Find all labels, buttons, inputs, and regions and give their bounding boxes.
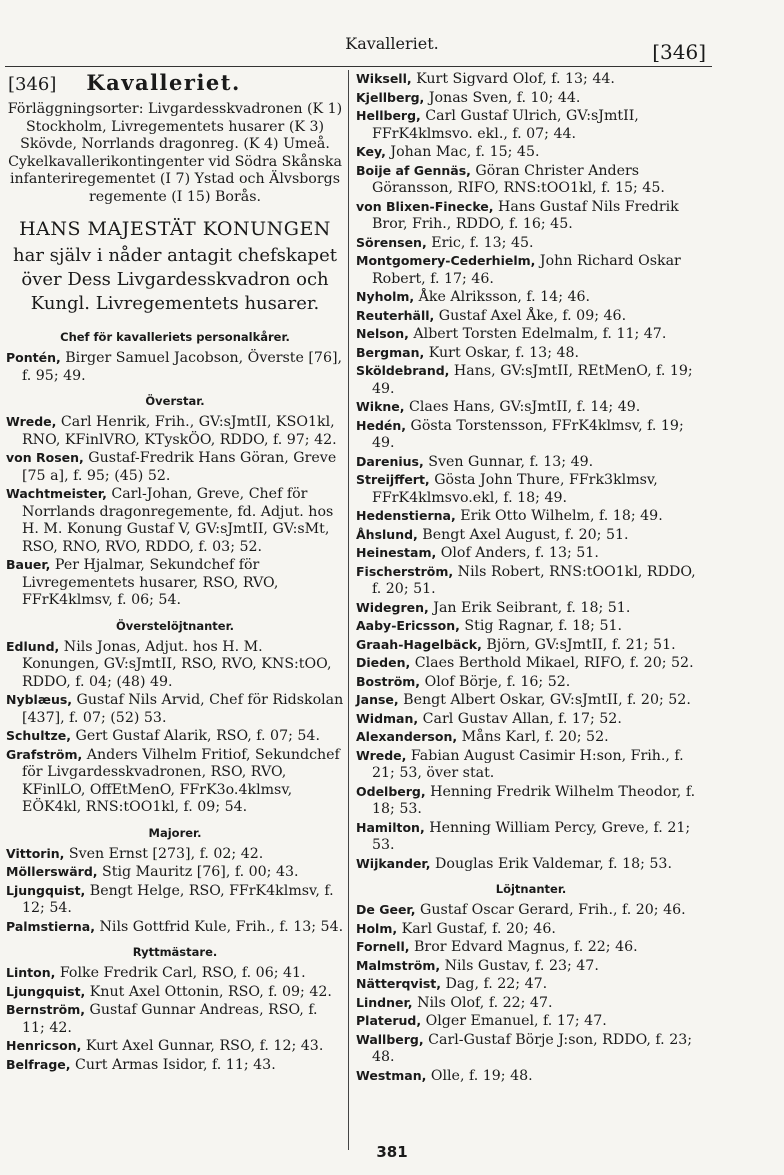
entry-surname: Aaby-Ericsson,	[356, 618, 460, 633]
roster-entry	[6, 413, 344, 449]
entry-surname: Palmstierna,	[6, 918, 95, 934]
roster-entry	[356, 544, 706, 563]
left-column	[6, 70, 344, 1074]
column-divider	[348, 70, 349, 1150]
roster-entry	[6, 449, 344, 485]
rank-heading: Chef för kavalleriets personalkårer.	[60, 330, 290, 344]
entry-details: Jan Erik Seibrant, f. 18; 51.	[428, 599, 631, 616]
entry-surname: Wachtmeister,	[6, 486, 107, 501]
roster-entry	[356, 691, 706, 710]
entry-details: Olof Anders, f. 13; 51.	[436, 545, 599, 561]
entry-surname: Hellberg,	[356, 108, 421, 123]
entry-details: Stig Ragnar, f. 18; 51.	[459, 618, 623, 634]
left-sections	[6, 330, 344, 1074]
entry-details: Gösta Torstensson, FFrK4klmsv, f. 19; 49.	[372, 417, 684, 451]
entry-details: Curt Armas Isidor, f. 11; 43.	[70, 1056, 276, 1073]
entry-details: Bengt Axel August, f. 20; 51.	[417, 526, 629, 543]
roster-entry	[356, 325, 706, 344]
roster-entry	[356, 636, 706, 655]
entry-details: Claes Hans, GV:sJmtII, f. 14; 49.	[404, 399, 641, 415]
roster-entry	[6, 349, 344, 385]
entry-details: Per Hjalmar, Sekundchef för Livregementets husarer, RSO, RVO, FFrK4klmsv, f. 06; 54.	[22, 557, 279, 608]
roster-entry	[6, 882, 344, 918]
entry-surname: Wikne,	[356, 399, 405, 414]
roster-entry	[356, 747, 706, 783]
rank-heading: Överstelöjtnanter.	[116, 618, 234, 633]
entry-surname: Möllerswärd,	[6, 864, 98, 879]
roster-entry	[356, 417, 706, 453]
roster-entry	[356, 398, 706, 417]
entry-details: Gustaf Axel Åke, f. 09; 46.	[434, 307, 627, 324]
entry-surname: Holm,	[356, 920, 398, 936]
entry-details: Jonas Sven, f. 10; 44.	[424, 89, 581, 106]
roster-entry	[356, 344, 706, 363]
entry-details: Olger Emanuel, f. 17; 47.	[421, 1013, 607, 1029]
right-entry-list-lojtnanter	[356, 901, 706, 1085]
entry-details: John Richard Oskar Robert, f. 17; 46.	[372, 253, 681, 287]
entry-surname: Hedén,	[356, 417, 407, 433]
entry-details: Gustaf-Fredrik Hans Göran, Greve [75 a], f. 95; (45) 52.	[22, 450, 337, 484]
section-title	[8, 70, 344, 95]
entry-surname: von Blixen-Finecke,	[356, 198, 494, 214]
entry-details: Douglas Erik Valdemar, f. 18; 53.	[430, 855, 672, 872]
entry-surname: Wiksell,	[356, 71, 412, 86]
entry-details: Albert Torsten Edelmalm, f. 11; 47.	[408, 326, 667, 342]
roster-entry	[356, 89, 706, 108]
rank-heading: Majorer.	[148, 825, 202, 840]
entry-details: Henning William Percy, Greve, f. 21; 53.	[372, 819, 691, 853]
entry-surname: Bergman,	[356, 344, 425, 360]
roster-entry	[356, 901, 706, 920]
majesty-text: har själv i nåder antagit chefskapet över Dess Livgardesskvadron och Kungl. Livregementets husarer.	[13, 245, 337, 314]
roster-entry	[356, 362, 706, 398]
majesty-title: HANS MAJESTÄT KONUNGEN	[19, 218, 331, 240]
roster-entry	[6, 845, 344, 864]
roster-entry	[356, 783, 706, 819]
entry-surname: Hamilton,	[356, 819, 425, 835]
roster-entry	[356, 975, 706, 994]
entry-surname: Widegren,	[356, 599, 429, 615]
roster-entry	[356, 507, 706, 526]
entry-surname: Wrede,	[356, 747, 407, 763]
entry-surname: Ljungquist,	[6, 882, 86, 898]
roster-entry	[356, 994, 706, 1013]
entry-details: Kurt Axel Gunnar, RSO, f. 12; 43.	[81, 1038, 324, 1054]
entry-details: Stig Mauritz [76], f. 00; 43.	[97, 864, 299, 880]
roster-entry	[6, 918, 344, 937]
roster-entry	[356, 162, 706, 198]
entry-details: Gert Gustaf Alarik, RSO, f. 07; 54.	[70, 728, 320, 744]
entry-surname: Janse,	[356, 692, 399, 707]
roster-entry	[356, 728, 706, 747]
roster-entry	[356, 617, 706, 636]
entry-surname: Wrede,	[6, 414, 57, 429]
entry-details: Bengt Albert Oskar, GV:sJmtII, f. 20; 52.	[398, 692, 691, 708]
roster-entry	[356, 107, 706, 143]
entry-details: Johan Mac, f. 15; 45.	[385, 144, 540, 160]
head-page-number: [346]	[652, 40, 706, 64]
entry-details: Hans Gustaf Nils Fredrik Bror, Frih., RDDO, f. 16; 45.	[372, 198, 679, 232]
entry-surname: Hedenstierna,	[356, 508, 456, 523]
entry-details: Henning Fredrik Wilhelm Theodor, f. 18; 53.	[372, 783, 696, 817]
entry-surname: Montgomery-Cederhielm,	[356, 253, 536, 268]
roster-entry	[6, 983, 344, 1002]
entry-surname: Boije af Gennäs,	[356, 162, 471, 178]
entry-surname: Bernström,	[6, 1002, 86, 1017]
roster-entry	[6, 964, 344, 983]
entry-details: Carl Gustaf Ulrich, GV:sJmtII, FFrK4klmsvo. ekl., f. 07; 44.	[372, 108, 639, 142]
page-number: 381	[376, 1143, 408, 1161]
entry-details: Nils Jonas, Adjut. hos H. M. Konungen, GV:sJmtII, RSO, RVO, KNS:tOO, RDDO, f. 04; (48) 49.	[22, 638, 332, 690]
entry-surname: Nelson,	[356, 326, 409, 341]
entry-details: Björn, GV:sJmtII, f. 21; 51.	[481, 636, 676, 653]
entry-surname: Darenius,	[356, 453, 424, 469]
entry-details: Göran Christer Anders Göransson, RIFO, RNS:tOO1kl, f. 15; 45.	[372, 162, 665, 196]
roster-entry	[356, 819, 706, 855]
roster-entry	[6, 1001, 344, 1037]
running-head: Kavalleriet.	[345, 34, 439, 53]
entry-surname: Key,	[356, 144, 386, 159]
entry-details: Carl Gustav Allan, f. 17; 52.	[418, 710, 622, 727]
roster-entry	[356, 471, 706, 507]
roster-entry	[356, 1067, 706, 1086]
entry-details: Birger Samuel Jacobson, Överste [76], f. 95; 49.	[22, 350, 343, 384]
roster-entry	[6, 485, 344, 556]
roster-entry	[356, 1031, 706, 1067]
entry-details: Kurt Oskar, f. 13; 48.	[424, 344, 580, 361]
rank-heading: Ryttmästare.	[132, 945, 218, 959]
entry-details: Sven Ernst [273], f. 02; 42.	[64, 845, 264, 862]
entry-details: Nils Gottfrid Kule, Frih., f. 13; 54.	[95, 918, 344, 935]
entry-details: Carl-Johan, Greve, Chef för Norrlands dragonregemente, fd. Adjut. hos H. M. Konung Gustaf V, GV:sJmtII, GV:sMt, RSO, RNO, RVO, RDDO, f. 03; 52.	[22, 486, 334, 555]
entry-surname: Belfrage,	[6, 1056, 71, 1072]
entry-details: Eric, f. 13; 45.	[426, 234, 534, 251]
section-name: Kavalleriet.	[86, 70, 241, 95]
entry-details: Nils Gustav, f. 23; 47.	[440, 957, 599, 974]
entry-details: Gustaf Gunnar Andreas, RSO, f. 11; 42.	[22, 1002, 318, 1036]
entry-details: Karl Gustaf, f. 20; 46.	[397, 920, 556, 937]
roster-entry	[356, 1012, 706, 1031]
entry-details: Olle, f. 19; 48.	[426, 1067, 533, 1084]
roster-entry	[6, 746, 344, 817]
roster-entry	[356, 70, 706, 89]
entry-surname: Heinestam,	[356, 545, 437, 560]
entry-surname: Vittorin,	[6, 845, 65, 861]
entry-surname: Odelberg,	[356, 783, 426, 799]
entry-surname: Widman,	[356, 710, 419, 726]
entry-details: Åke Alriksson, f. 14; 46.	[414, 289, 591, 305]
roster-entry	[356, 143, 706, 162]
entry-surname: Henricson,	[6, 1038, 82, 1053]
entry-details: Olof Börje, f. 16; 52.	[420, 673, 571, 690]
entry-details: Gösta John Thure, FFrk3klmsv, FFrK4klmsvo.ekl, f. 18; 49.	[372, 472, 658, 506]
entry-details: Gustaf Nils Arvid, Chef för Ridskolan [437], f. 07; (52) 53.	[22, 692, 344, 726]
roster-entry	[6, 1037, 344, 1056]
entry-surname: Wallberg,	[356, 1031, 424, 1047]
entry-surname: von Rosen,	[6, 450, 84, 465]
entry-surname: Sköldebrand,	[356, 363, 450, 378]
entry-surname: Kjellberg,	[356, 89, 425, 105]
entry-surname: Lindner,	[356, 994, 413, 1010]
right-entry-list	[356, 70, 706, 873]
entry-surname: Nätterqvist,	[356, 976, 442, 991]
intro-locations: Förläggningsorter: Livgardesskvadronen (K 1) Stockholm, Livregementets husarer (K 3) Skövde, Norrlands dragonreg. (K 4) Umeå.	[7, 101, 343, 152]
roster-entry	[356, 563, 706, 599]
entry-details: Hans, GV:sJmtII, REtMenO, f. 19; 49.	[372, 363, 693, 397]
entry-details: Nils Olof, f. 22; 47.	[412, 994, 553, 1011]
right-column	[356, 70, 706, 1085]
entry-surname: Edlund,	[6, 638, 60, 654]
entry-surname: Ljungquist,	[6, 983, 86, 999]
entry-details: Nils Robert, RNS:tOO1kl, RDDO, f. 20; 51.	[372, 563, 696, 597]
entry-details: Bengt Helge, RSO, FFrK4klmsv, f. 12; 54.	[22, 882, 334, 916]
entry-details: Bror Edvard Magnus, f. 22; 46.	[409, 939, 638, 955]
entry-surname: Westman,	[356, 1067, 427, 1083]
roster-entry	[356, 673, 706, 692]
entry-details: Knut Axel Ottonin, RSO, f. 09; 42.	[85, 983, 332, 1000]
roster-entry	[356, 288, 706, 307]
entry-surname: Streijffert,	[356, 472, 430, 487]
entry-surname: Alexanderson,	[356, 729, 458, 744]
roster-entry	[356, 453, 706, 472]
rank-heading: Överstar.	[145, 394, 205, 408]
entry-details: Folke Fredrik Carl, RSO, f. 06; 41.	[55, 965, 306, 981]
entry-details: Dag, f. 22; 47.	[441, 976, 548, 992]
entry-surname: De Geer,	[356, 902, 416, 917]
entry-details: Carl Henrik, Frih., GV:sJmtII, KSO1kl, RNO, KFinlVRO, KTyskÖO, RDDO, f. 97; 42.	[22, 414, 337, 448]
roster-entry	[356, 920, 706, 939]
entry-surname: Malmström,	[356, 957, 441, 973]
roster-entry	[356, 855, 706, 874]
entry-details: Måns Karl, f. 20; 52.	[457, 729, 609, 745]
roster-entry	[356, 957, 706, 976]
roster-entry	[356, 599, 706, 618]
entry-details: Carl-Gustaf Börje J:son, RDDO, f. 23; 48.	[372, 1031, 693, 1065]
entry-surname: Nyholm,	[356, 289, 415, 304]
entry-surname: Pontén,	[6, 350, 61, 365]
roster-entry	[356, 938, 706, 957]
entry-surname: Wijkander,	[356, 855, 431, 871]
roster-entry	[6, 863, 344, 882]
entry-details: Claes Berthold Mikael, RIFO, f. 20; 52.	[410, 655, 694, 671]
entry-surname: Dieden,	[356, 655, 411, 670]
entry-details: Sven Gunnar, f. 13; 49.	[423, 453, 594, 470]
entry-details: Anders Vilhelm Fritiof, Sekundchef för Livgardesskvadronen, RSO, RVO, KFinlLO, OffEtMenO, FFrK3o.4klmsv, EÖK4kl, RNS:tOO1kl, f. 09; 54.	[22, 746, 340, 815]
entry-surname: Boström,	[356, 673, 421, 689]
roster-entry	[356, 307, 706, 326]
roster-entry	[6, 638, 344, 692]
roster-entry	[6, 1056, 344, 1075]
entry-surname: Fornell,	[356, 939, 410, 954]
header-rule	[5, 66, 712, 67]
roster-entry	[356, 234, 706, 253]
entry-details: Fabian August Casimir H:son, Frih., f. 21; 53, över stat.	[372, 747, 684, 781]
entry-surname: Åhslund,	[356, 526, 418, 542]
entry-surname: Graah-Hagelbäck,	[356, 636, 482, 652]
entry-surname: Fischerström,	[356, 563, 454, 579]
roster-entry	[356, 526, 706, 545]
roster-entry	[6, 691, 344, 727]
entry-surname: Nyblæus,	[6, 692, 73, 707]
entry-details: Erik Otto Wilhelm, f. 18; 49.	[455, 508, 663, 524]
entry-details: Gustaf Oscar Gerard, Frih., f. 20; 46.	[415, 902, 686, 918]
entry-surname: Linton,	[6, 965, 56, 980]
entry-surname: Bauer,	[6, 557, 51, 572]
entry-surname: Schultze,	[6, 728, 71, 743]
intro-cycle-cavalry: Cykelkavallerikontingenter vid Södra Skånska infanteriregementet (I 7) Ystad och Älvsborgs regemente (I 15) Borås.	[8, 153, 342, 205]
entry-surname: Grafström,	[6, 746, 83, 762]
roster-entry	[356, 654, 706, 673]
entry-surname: Sörensen,	[356, 234, 427, 250]
roster-entry	[356, 252, 706, 288]
roster-entry	[6, 556, 344, 610]
entry-details: Kurt Sigvard Olof, f. 13; 44.	[411, 71, 615, 87]
section-number: [346]	[8, 74, 57, 95]
entry-surname: Reuterhäll,	[356, 307, 435, 323]
roster-entry	[6, 727, 344, 746]
section-heading-lojtnanter: Löjtnanter.	[495, 882, 567, 896]
entry-surname: Platerud,	[356, 1013, 422, 1028]
roster-entry	[356, 198, 706, 234]
roster-entry	[356, 710, 706, 729]
